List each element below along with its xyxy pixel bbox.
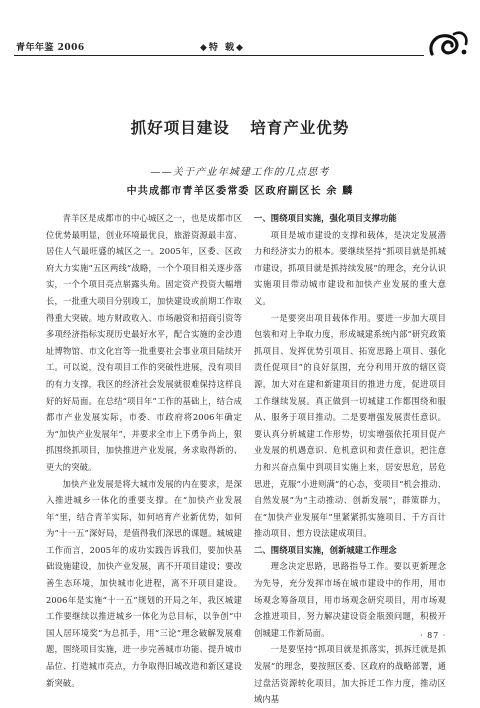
paragraph: 一是要突出项目载体作用。要进一步加大项目包装和对上争取力度，形成城建系统内部“研究政策抓项目、发挥优势引项目、拓宽思路上项目、强化责任促项目”的良好氛围，充分利用开放的辖区资源，加大对在建和新建项目的推进力度，促进项目工作继续发展。真正做到一切城建工作都围绕和服从、服务于项目推动。二是要增强发展责任意识。要认真分析城建工作形势，切实增强依托项目促产业发展的机遇意识、危机意识和责任意识，把注意力和兴奋点集中到项目实施上来，居安思危，居危思进，克服“小进则满”的心态，变项目“机会推动、自然发展”为“主动推动、创新发展”，群策群力，在“加快产业发展年”里紧紧抓实施项目、千方百计推动项目、想方设法建成项目。 bbox=[254, 312, 446, 539]
swirl-logo-icon bbox=[426, 28, 470, 60]
article-subtitle: ——关于产业年城建工作的几点思考 bbox=[150, 167, 330, 178]
page-number: · 87 · bbox=[420, 631, 447, 640]
article-title: 抓好项目建设 培育产业优势 bbox=[130, 118, 350, 137]
paragraph: 青羊区是成都市的中心城区之一，也是成都市区位优势最明显，创业环境最优良，旅游资源最丰富、居住人气最旺盛的城区之一。2005年，区委、区政府大力实施“五区两线”战略，一个个项目相关逐步落实，一个个项目亮点崭露头角。固定资产投资大幅增长，一批重大项目分别竣工，加快建设或前期工作取得重大突破。地方财政收入、市场融资和招商引资等多项经济指标实现历史最好水平，配合实施的金沙遗址博物馆、市文化宫等一批重要社会事业项目陆续开工。可以说，没有项目工作的突破性进展，没有项目的有力支撑，我区的经济社会发展就很难保持这样良好的好局面。在总结“项目年”工作的基础上，结合成都市产业发展实际，市委、市政府将2006年确定为“加快产业发展年”，并要求全市上下勇争尚上，狠抓围绕抓项目，加快推进产业发展，务求取得新的、更大的突破。 bbox=[46, 213, 242, 472]
left-column bbox=[46, 210, 242, 691]
paragraph: 理念决定思路，思路指导工作。要以更新理念为先导，充分发挥市场在城市建设中的作用，用市场观念筹备项目，用市场观念研究项目，用市场观念推进项目，努力解决建设资金瓶颈问题，积极开创城建工作新局面。 bbox=[254, 561, 446, 638]
article-author: 中共成都市青羊区委常委 区政府副区长 余 麟 bbox=[126, 186, 354, 197]
right-column bbox=[254, 210, 446, 708]
paragraph: 项目是城市建设的支撑和载体，是决定发展潜力和经济实力的根本。要继续坚持“抓项目就是抓城市建设，抓项目就是抓持续发展”的理念，充分认识实施项目带动城市建设和加快产业发展的重大意义。 bbox=[254, 229, 446, 306]
header-rule bbox=[14, 55, 424, 56]
paragraph: 一是要坚持“抓项目就是抓落实，抓拆迁就是抓发展”的理念，要按照区委、区政府的战略部署，通过盘活资源转化项目，加大拆迁工作力度，推动区域内基 bbox=[254, 644, 446, 705]
section-heading: 二、围绕项目实施，创新城建工作理念 bbox=[254, 544, 397, 555]
journal-name: 青年年鉴 2006 bbox=[16, 43, 85, 53]
paragraph: 加快产业发展是将大城市发展的内在要求，是深入推进城乡一体化的重要支撑。在“加快产业发展年”里，结合青羊实际，如何培育产业新优势，如何为“十一五”深好局，是值得我们深思的课题。城城建工作而言，2005年的成功实践告诉我们，要加快基础设施建设，加快产业发展，离不开项目建设；要改善生态环境，加快城市化进程，离不开项目建设。2006年是实施“十一五”规划的开局之年，我区城建工作要继续以推进城乡一体化为总目标，以争创“中国人居环境奖”为总抓手，用“三论”理念破解发展难题，围绕项目实施，进一步完善城市功能、提升城市品位、打造城市亮点，力争取得旧城改造和新区建设新突破。 bbox=[46, 478, 242, 688]
page-header bbox=[0, 0, 480, 60]
section-heading: 一、围绕项目实施，强化项目支撑功能 bbox=[254, 213, 397, 223]
section-label: ◆特 载◆ bbox=[200, 43, 245, 53]
